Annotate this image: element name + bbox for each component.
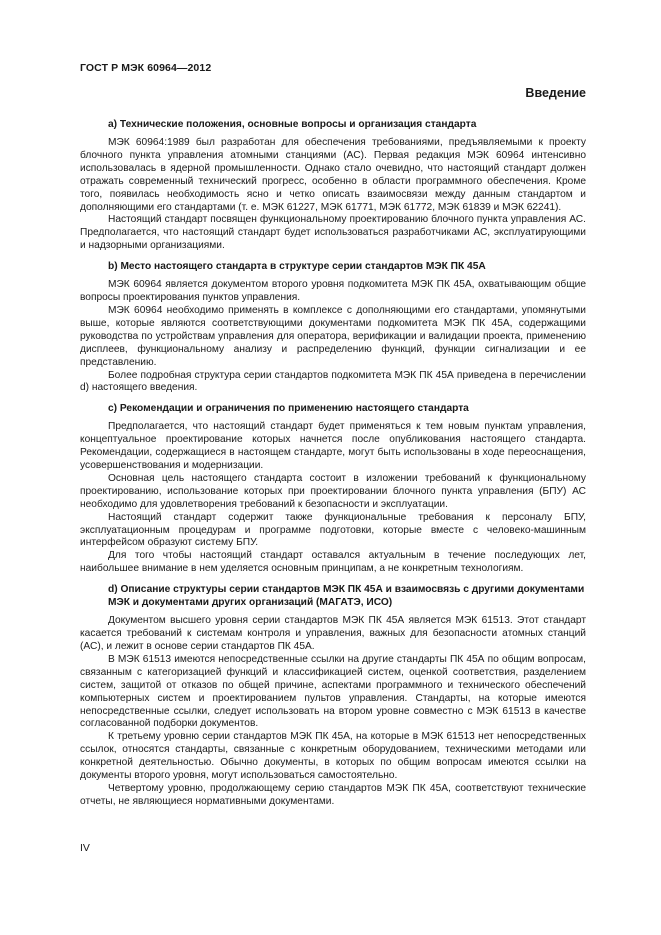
paragraph: В МЭК 61513 имеются непосредственные ссылки на другие стандарты ПК 45А по общим вопросам, связанным с категоризацией функций и классификацией систем, оценкой соответствия, разделением систем, защитой от отказов по общей причине, аспектами программного и технического обеспечений компьютерных систем и проектированием пультов управления. Стандарты, на которые имеются непосредственные ссылки, следует использовать на втором уровне совместно с МЭК 61513 в качестве согласованной подборки документов. [80,653,586,730]
paragraph: Более подробная структура серии стандартов подкомитета МЭК ПК 45А приведена в перечислении d) настоящего введения. [80,369,586,394]
paragraph: МЭК 60964 является документом второго уровня подкомитета МЭК ПК 45А, охватывающим общие вопросы проектирования пунктов управления. [80,279,586,304]
document-body [80,118,586,816]
section-a [80,118,586,253]
paragraph: Основная цель настоящего стандарта состоит в изложении требований к функциональному проектированию, использование которых при проектировании блочного пункта управления (БПУ) АС необходимо для удовлетворения требований к безопасности и эксплуатации. [80,472,586,510]
paragraph: МЭК 60964:1989 был разработан для обеспечения требованиями, предъявляемыми к проекту блочного пункта управления атомными станциями (АС). Первая редакция МЭК 60964 интенсивно использовалась в ядерной промышленности. Однако стало очевидно, что настоящий стандарт должен отражать современный технический прогресс, особенно в области программного обеспечения. Кроме того, появилась необходимость ясно и четко описать взаимосвязи между данным стандартом и дополняющими его стандартами (т. е. МЭК 61227, МЭК 61771, МЭК 61772, МЭК 61839 и МЭК 62241). [80,137,586,213]
paragraph: Документом высшего уровня серии стандартов МЭК ПК 45А является МЭК 61513. Этот стандарт касается требований к системам контроля и управления, важных для безопасности атомных станций (АС), и лежит в основе серии стандартов ПК 45А. [80,615,586,652]
paragraph: Настоящий стандарт содержит также функциональные требования к персоналу БПУ, эксплуатационным процедурам и программе подготовки, которые вместе с человеко-машинным интерфейсом образуют систему БПУ. [80,511,586,549]
section-d [80,583,586,809]
page-title: Введение [525,86,586,100]
paragraph: Четвертому уровню, продолжающему серию стандартов МЭК ПК 45А, соответствуют технические отчеты, не являющиеся нормативными документами. [80,782,586,807]
paragraph: Настоящий стандарт посвящен функциональному проектированию блочного пункта управления АС. Предполагается, что настоящий стандарт будет использоваться разработчиками АС, эксплуатирующими и надзорными организациями. [80,214,586,252]
paragraph: К третьему уровню серии стандартов МЭК ПК 45А, на которые в МЭК 61513 нет непосредственных ссылок, относятся стандарты, связанные с конкретным оборудованием, техническими методами или конкретной деятельностью. Обычно документы, в которых по общим вопросам имеются ссылки на документы второго уровня, могут использоваться самостоятельно. [80,731,586,782]
section-heading: а) Технические положения, основные вопросы и организация стандарта [108,119,477,130]
paragraph: Для того чтобы настоящий стандарт оставался актуальным в течение последующих лет, наибольшее внимание в нем уделяется основным принципам, а не конкретным технологиям. [80,550,586,575]
document-code-header: ГОСТ Р МЭК 60964—2012 [80,62,212,74]
paragraph: Предполагается, что настоящий стандарт будет применяться к тем новым пунктам управления, концептуальное проектирование которых начнется после опубликования настоящего стандарта. Рекомендации, содержащиеся в настоящем стандарте, могут быть использованы в ходе переоснащения, усовершенствования и модернизации. [80,421,586,472]
section-heading: d) Описание структуры серии стандартов МЭК ПК 45А и взаимосвязь с другими документами МЭК и документами других организаций (МАГАТЭ, ИСО) [108,584,585,609]
paragraph: МЭК 60964 необходимо применять в комплексе с дополняющими его стандартами, упомянутыми выше, которые являются соответствующими документами подкомитета МЭК ПК 45А, содержащими руководства по устройствам управления для оператора, верификации и валидации проекта, применению дисплеев, функциональному анализу и распределению функций, функции сигнализации и ее представлению. [80,304,586,368]
section-c [80,402,586,576]
page-number: IV [80,842,90,854]
section-heading: b) Место настоящего стандарта в структуре серии стандартов МЭК ПК 45А [108,261,486,273]
section-heading: с) Рекомендации и ограничения по применению настоящего стандарта [108,403,469,415]
section-b [80,260,586,395]
